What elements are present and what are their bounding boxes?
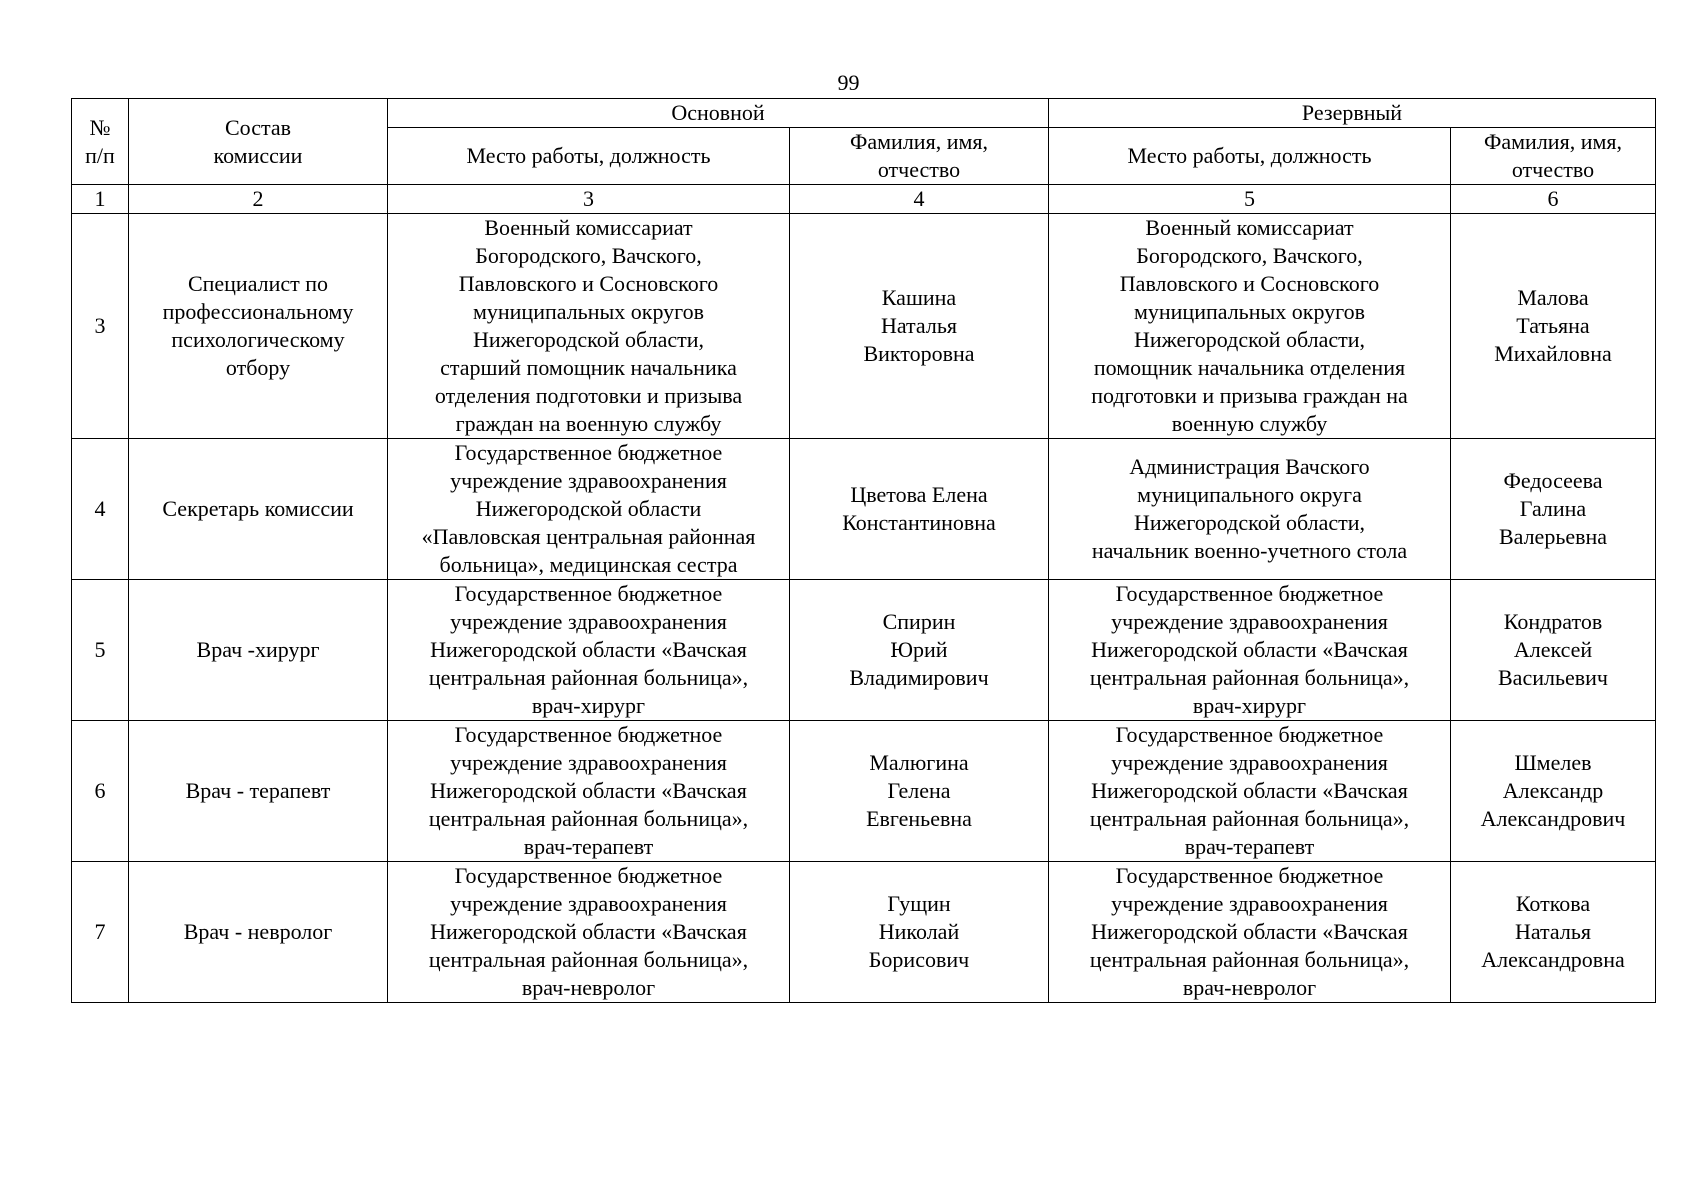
row-reserve-name: Федосеева Галина Валерьевна xyxy=(1451,439,1656,580)
row-role: Врач - невролог xyxy=(129,862,388,1003)
table-row xyxy=(72,214,1656,439)
page-number: 99 xyxy=(837,70,860,95)
row-main-name: Цветова Елена Константиновна xyxy=(790,439,1049,580)
column-number-row xyxy=(72,185,1656,214)
commission-table xyxy=(71,98,1656,1003)
column-number: 2 xyxy=(129,185,388,214)
row-main-name: Спирин Юрий Владимирович xyxy=(790,580,1049,721)
header-reserve-workplace: Место работы, должность xyxy=(1049,128,1451,185)
row-role: Секретарь комиссии xyxy=(129,439,388,580)
header-reserve-name: Фамилия, имя, отчество xyxy=(1451,128,1656,185)
row-reserve-name: Коткова Наталья Александровна xyxy=(1451,862,1656,1003)
row-reserve-name: Малова Татьяна Михайловна xyxy=(1451,214,1656,439)
table-row xyxy=(72,862,1656,1003)
header-reserve-group: Резервный xyxy=(1049,99,1656,128)
row-main-workplace: Государственное бюджетное учреждение здравоохранения Нижегородской области «Вачская центральная районная больница», врач-хирург xyxy=(388,580,790,721)
row-main-name: Гущин Николай Борисович xyxy=(790,862,1049,1003)
row-number: 5 xyxy=(72,580,129,721)
row-number: 7 xyxy=(72,862,129,1003)
table-row xyxy=(72,439,1656,580)
column-number: 6 xyxy=(1451,185,1656,214)
row-reserve-workplace: Государственное бюджетное учреждение здравоохранения Нижегородской области «Вачская центральная районная больница», врач-хирург xyxy=(1049,580,1451,721)
row-main-workplace: Государственное бюджетное учреждение здравоохранения Нижегородской области «Вачская центральная районная больница», врач-терапевт xyxy=(388,721,790,862)
header-number: № п/п xyxy=(72,99,129,185)
header-main-group: Основной xyxy=(388,99,1049,128)
row-role: Врач -хирург xyxy=(129,580,388,721)
row-role: Врач - терапевт xyxy=(129,721,388,862)
row-reserve-workplace: Администрация Вачского муниципального округа Нижегородской области, начальник военно-учетного стола xyxy=(1049,439,1451,580)
row-reserve-workplace: Государственное бюджетное учреждение здравоохранения Нижегородской области «Вачская центральная районная больница», врач-невролог xyxy=(1049,862,1451,1003)
column-number: 5 xyxy=(1049,185,1451,214)
row-main-workplace: Военный комиссариат Богородского, Вачского, Павловского и Сосновского муниципальных округов Нижегородской области, старший помощник начальника отделения подготовки и призыва граждан на военную службу xyxy=(388,214,790,439)
row-number: 3 xyxy=(72,214,129,439)
table-row xyxy=(72,721,1656,862)
table-row xyxy=(72,580,1656,721)
row-main-name: Кашина Наталья Викторовна xyxy=(790,214,1049,439)
row-main-workplace: Государственное бюджетное учреждение здравоохранения Нижегородской области «Вачская центральная районная больница», врач-невролог xyxy=(388,862,790,1003)
header-main-workplace: Место работы, должность xyxy=(388,128,790,185)
row-number: 4 xyxy=(72,439,129,580)
column-number: 4 xyxy=(790,185,1049,214)
row-main-name: Малюгина Гелена Евгеньевна xyxy=(790,721,1049,862)
row-reserve-workplace: Военный комиссариат Богородского, Вачского, Павловского и Сосновского муниципальных округов Нижегородской области, помощник начальника отделения подготовки и призыва граждан на военную службу xyxy=(1049,214,1451,439)
row-reserve-workplace: Государственное бюджетное учреждение здравоохранения Нижегородской области «Вачская центральная районная больница», врач-терапевт xyxy=(1049,721,1451,862)
header-main-name: Фамилия, имя, отчество xyxy=(790,128,1049,185)
row-role: Специалист по профессиональному психологическому отбору xyxy=(129,214,388,439)
row-number: 6 xyxy=(72,721,129,862)
row-main-workplace: Государственное бюджетное учреждение здравоохранения Нижегородской области «Павловская центральная районная больница», медицинская сестра xyxy=(388,439,790,580)
header-row xyxy=(72,99,1656,128)
column-number: 1 xyxy=(72,185,129,214)
column-number: 3 xyxy=(388,185,790,214)
row-reserve-name: Кондратов Алексей Васильевич xyxy=(1451,580,1656,721)
header-composition: Состав комиссии xyxy=(129,99,388,185)
row-reserve-name: Шмелев Александр Александрович xyxy=(1451,721,1656,862)
